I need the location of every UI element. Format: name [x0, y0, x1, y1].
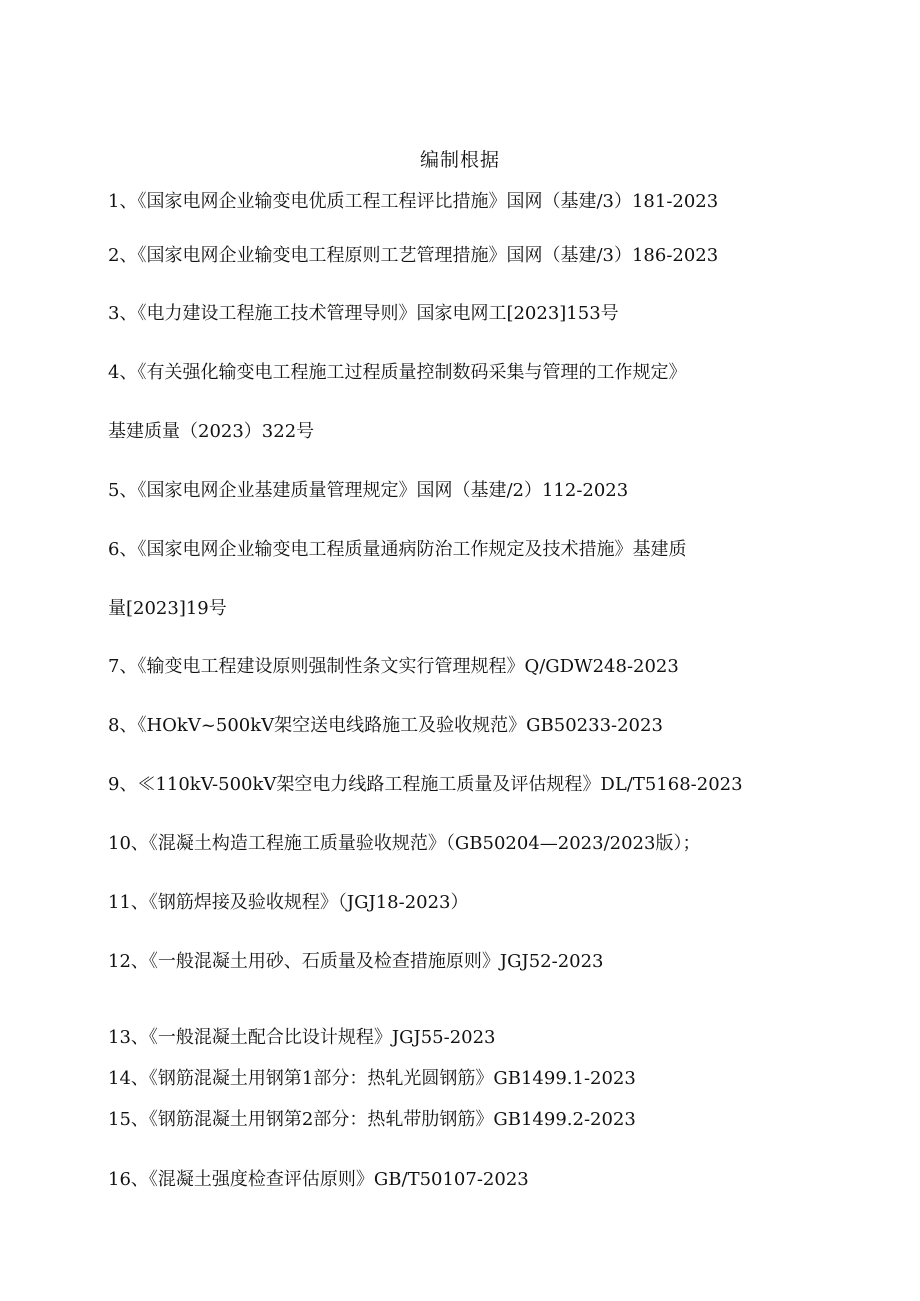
reference-item-3: 3、《电力建设工程施工技术管理导则》国家电网工[2023]153号 — [108, 303, 619, 324]
reference-item-10: 10、《混凝土构造工程施工质量验收规范》（GB50204—2023/2023版）； — [108, 833, 701, 854]
reference-item-6-continued: 量[2023]19号 — [108, 598, 227, 619]
reference-item-5: 5、《国家电网企业基建质量管理规定》国网（基建/2）112-2023 — [108, 480, 629, 501]
reference-item-11: 11、《钢筋焊接及验收规程》（JGJ18-2023） — [108, 892, 469, 913]
reference-item-15: 15、《钢筋混凝土用钢第2部分：热轧带肋钢筋》GB1499.2-2023 — [108, 1109, 636, 1130]
reference-item-4: 4、《有关强化输变电工程施工过程质量控制数码采集与管理的工作规定》 — [108, 362, 687, 383]
reference-item-8: 8、《HOkV~500kV架空送电线路施工及验收规范》GB50233-2023 — [108, 715, 663, 736]
reference-item-13: 13、《一般混凝土配合比设计规程》JGJ55-2023 — [108, 1027, 496, 1048]
reference-item-1: 1、《国家电网企业输变电优质工程工程评比措施》国网（基建/3）181-2023 — [108, 191, 719, 212]
reference-item-14: 14、《钢筋混凝土用钢第1部分：热轧光圆钢筋》GB1499.1-2023 — [108, 1068, 636, 1089]
reference-item-7: 7、《输变电工程建设原则强制性条文实行管理规程》Q/GDW248-2023 — [108, 656, 679, 677]
reference-item-4-continued: 基建质量（2023）322号 — [108, 421, 315, 442]
reference-item-2: 2、《国家电网企业输变电工程原则工艺管理措施》国网（基建/3）186-2023 — [108, 245, 719, 266]
reference-item-16: 16、《混凝土强度检查评估原则》GB/T50107-2023 — [108, 1169, 529, 1190]
page-title: 编制根据 — [419, 149, 500, 171]
reference-item-12: 12、《一般混凝土用砂、石质量及检查措施原则》JGJ52-2023 — [108, 951, 604, 972]
reference-item-9: 9、≪110kV-500kV架空电力线路工程施工质量及评估规程》DL/T5168-2023 — [108, 774, 743, 795]
reference-item-6: 6、《国家电网企业输变电工程质量通病防治工作规定及技术措施》基建质 — [108, 539, 687, 560]
